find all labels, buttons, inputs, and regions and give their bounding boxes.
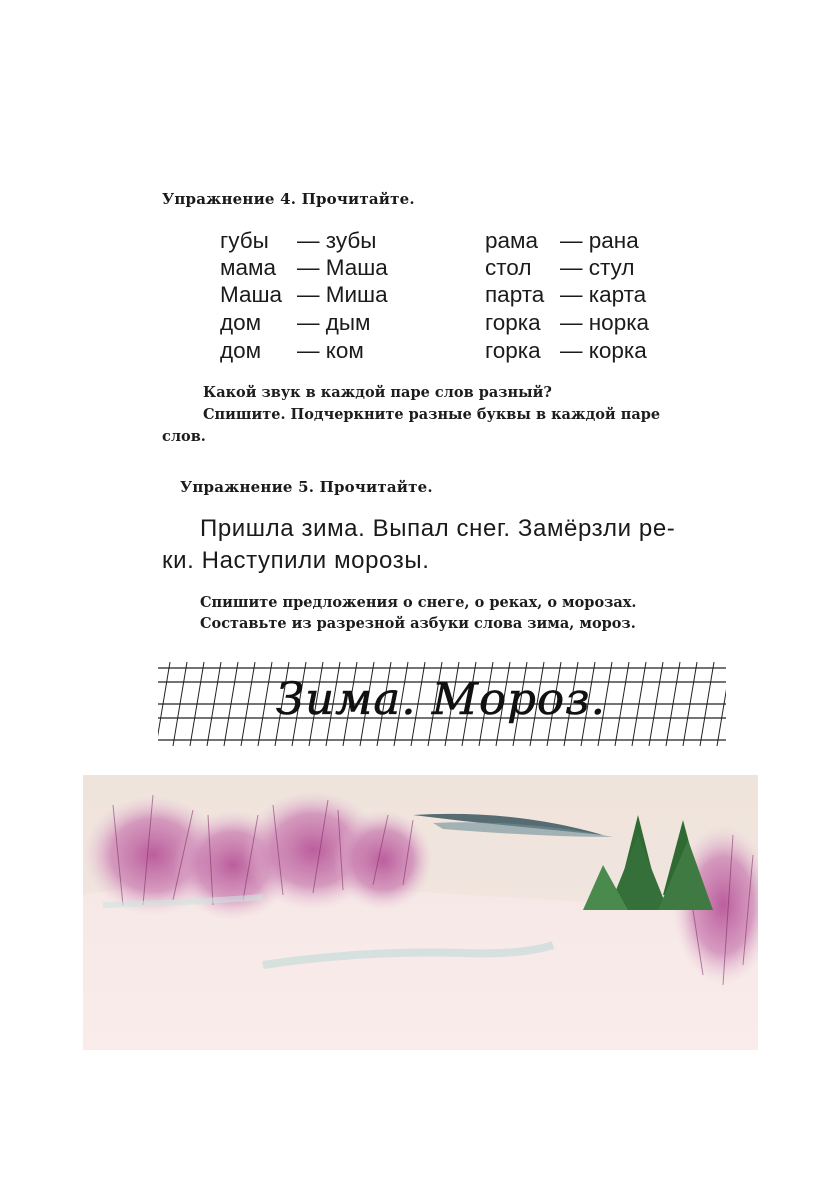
word: губы	[220, 228, 269, 253]
word: рама	[485, 228, 539, 253]
exercise-5-task-line-2: Составьте из разрезной азбуки слова зима, мороз.	[200, 615, 636, 632]
word: — карта	[560, 282, 647, 307]
word: — Миша	[297, 282, 388, 307]
reading-text-line-2: ки. Наступили морозы.	[162, 547, 430, 574]
word: — корка	[560, 338, 647, 363]
word: стол	[485, 255, 532, 280]
winter-landscape-illustration	[83, 775, 758, 1050]
word: — ком	[297, 338, 364, 363]
word: парта	[485, 282, 545, 307]
exercise-5-task-line-1: Спишите предложения о снеге, о реках, о морозах.	[200, 594, 637, 611]
reading-text	[162, 513, 732, 577]
word: — рана	[560, 228, 639, 253]
word: мама	[220, 255, 276, 280]
word: дом	[220, 310, 262, 335]
word: дом	[220, 338, 262, 363]
word: горка	[485, 338, 541, 363]
exercise-4-task-line-1: Спишите. Подчеркните разные буквы в каждой паре	[203, 406, 661, 423]
reading-text-line-1: Пришла зима. Выпал снег. Замёрзли ре-	[200, 515, 676, 542]
word: — стул	[560, 255, 635, 280]
exercise-5-heading: Упражнение 5. Прочитайте.	[180, 478, 433, 496]
handwriting-sample: Зима. Мороз.	[276, 674, 606, 725]
word: — дым	[297, 310, 371, 335]
word: Маша	[220, 282, 283, 307]
word: горка	[485, 310, 541, 335]
copybook-sample	[158, 660, 726, 748]
word: — зубы	[297, 228, 377, 253]
exercise-4-heading: Упражнение 4. Прочитайте.	[162, 190, 415, 208]
word: — норка	[560, 310, 650, 335]
word: — Маша	[297, 255, 388, 280]
exercise-4-question: Какой звук в каждой паре слов разный?	[203, 384, 552, 401]
exercise-4-task-line-2: слов.	[162, 428, 206, 445]
